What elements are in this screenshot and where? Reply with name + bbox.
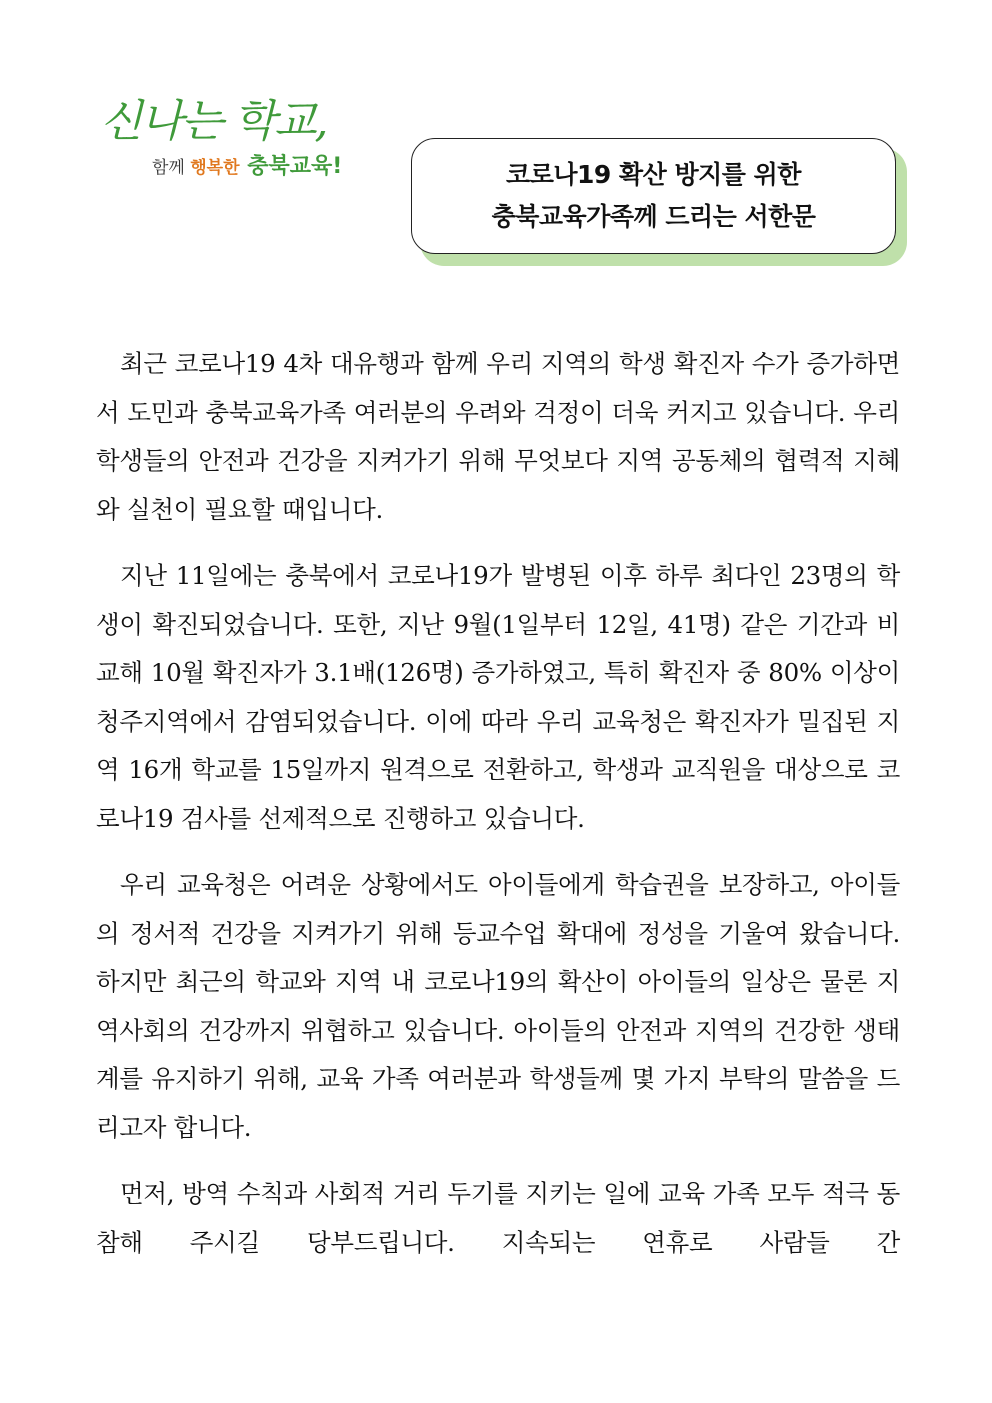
paragraph-4: 먼저, 방역 수칙과 사회적 거리 두기를 지키는 일에 교육 가족 모두 적극 동참해 주시길 당부드립니다. 지속되는 연휴로 사람들 간 <box>96 1179 900 1257</box>
title-line-2: 충북교육가족께 드리는 서한문 <box>491 202 816 231</box>
letter-body <box>96 340 900 1285</box>
title-box <box>411 138 896 254</box>
logo-tagline <box>152 152 342 183</box>
title-line-1: 코로나19 확산 방지를 위한 <box>506 160 801 189</box>
paragraph-1: 최근 코로나19 4차 대유행과 함께 우리 지역의 학생 확진자 수가 증가하면서 도민과 충북교육가족 여러분의 우려와 걱정이 더욱 커지고 있습니다. 우리 학생들의 안전과 건강을 지켜가기 위해 무엇보다 지역 공동체의 협력적 지혜와 실천이 필요할 때입니다. <box>96 349 900 524</box>
logo <box>100 92 360 192</box>
logo-tagline-highlight: 행복한 <box>190 158 240 178</box>
logo-script-text: 신나는 학교, <box>100 96 327 147</box>
paragraph-3: 우리 교육청은 어려운 상황에서도 아이들에게 학습권을 보장하고, 아이들의 정서적 건강을 지켜가기 위해 등교수업 확대에 정성을 기울여 왔습니다. 하지만 최근의 학교와 지역 내 코로나19의 확산이 아이들의 일상은 물론 지역사회의 건강까지 위협하고 있습니다. 아이들의 안전과 지역의 건강한 생태계를 유지하기 위해, 교육 가족 여러분과 학생들께 몇 가지 부탁의 말씀을 드리고자 합니다. <box>96 870 900 1142</box>
logo-tagline-prefix: 함께 <box>152 158 191 178</box>
logo-tagline-brand: 충북교육! <box>239 154 343 179</box>
paragraph-2: 지난 11일에는 충북에서 코로나19가 발병된 이후 하루 최다인 23명의 학생이 확진되었습니다. 또한, 지난 9월(1일부터 12일, 41명) 같은 기간과 비교해 10월 확진자가 3.1배(126명) 증가하였고, 특히 확진자 중 80% 이상이 청주지역에서 감염되었습니다. 이에 따라 우리 교육청은 확진자가 밀집된 지역 16개 학교를 15일까지 원격으로 전환하고, 학생과 교직원을 대상으로 코로나19 검사를 선제적으로 진행하고 있습니다. <box>96 561 900 833</box>
